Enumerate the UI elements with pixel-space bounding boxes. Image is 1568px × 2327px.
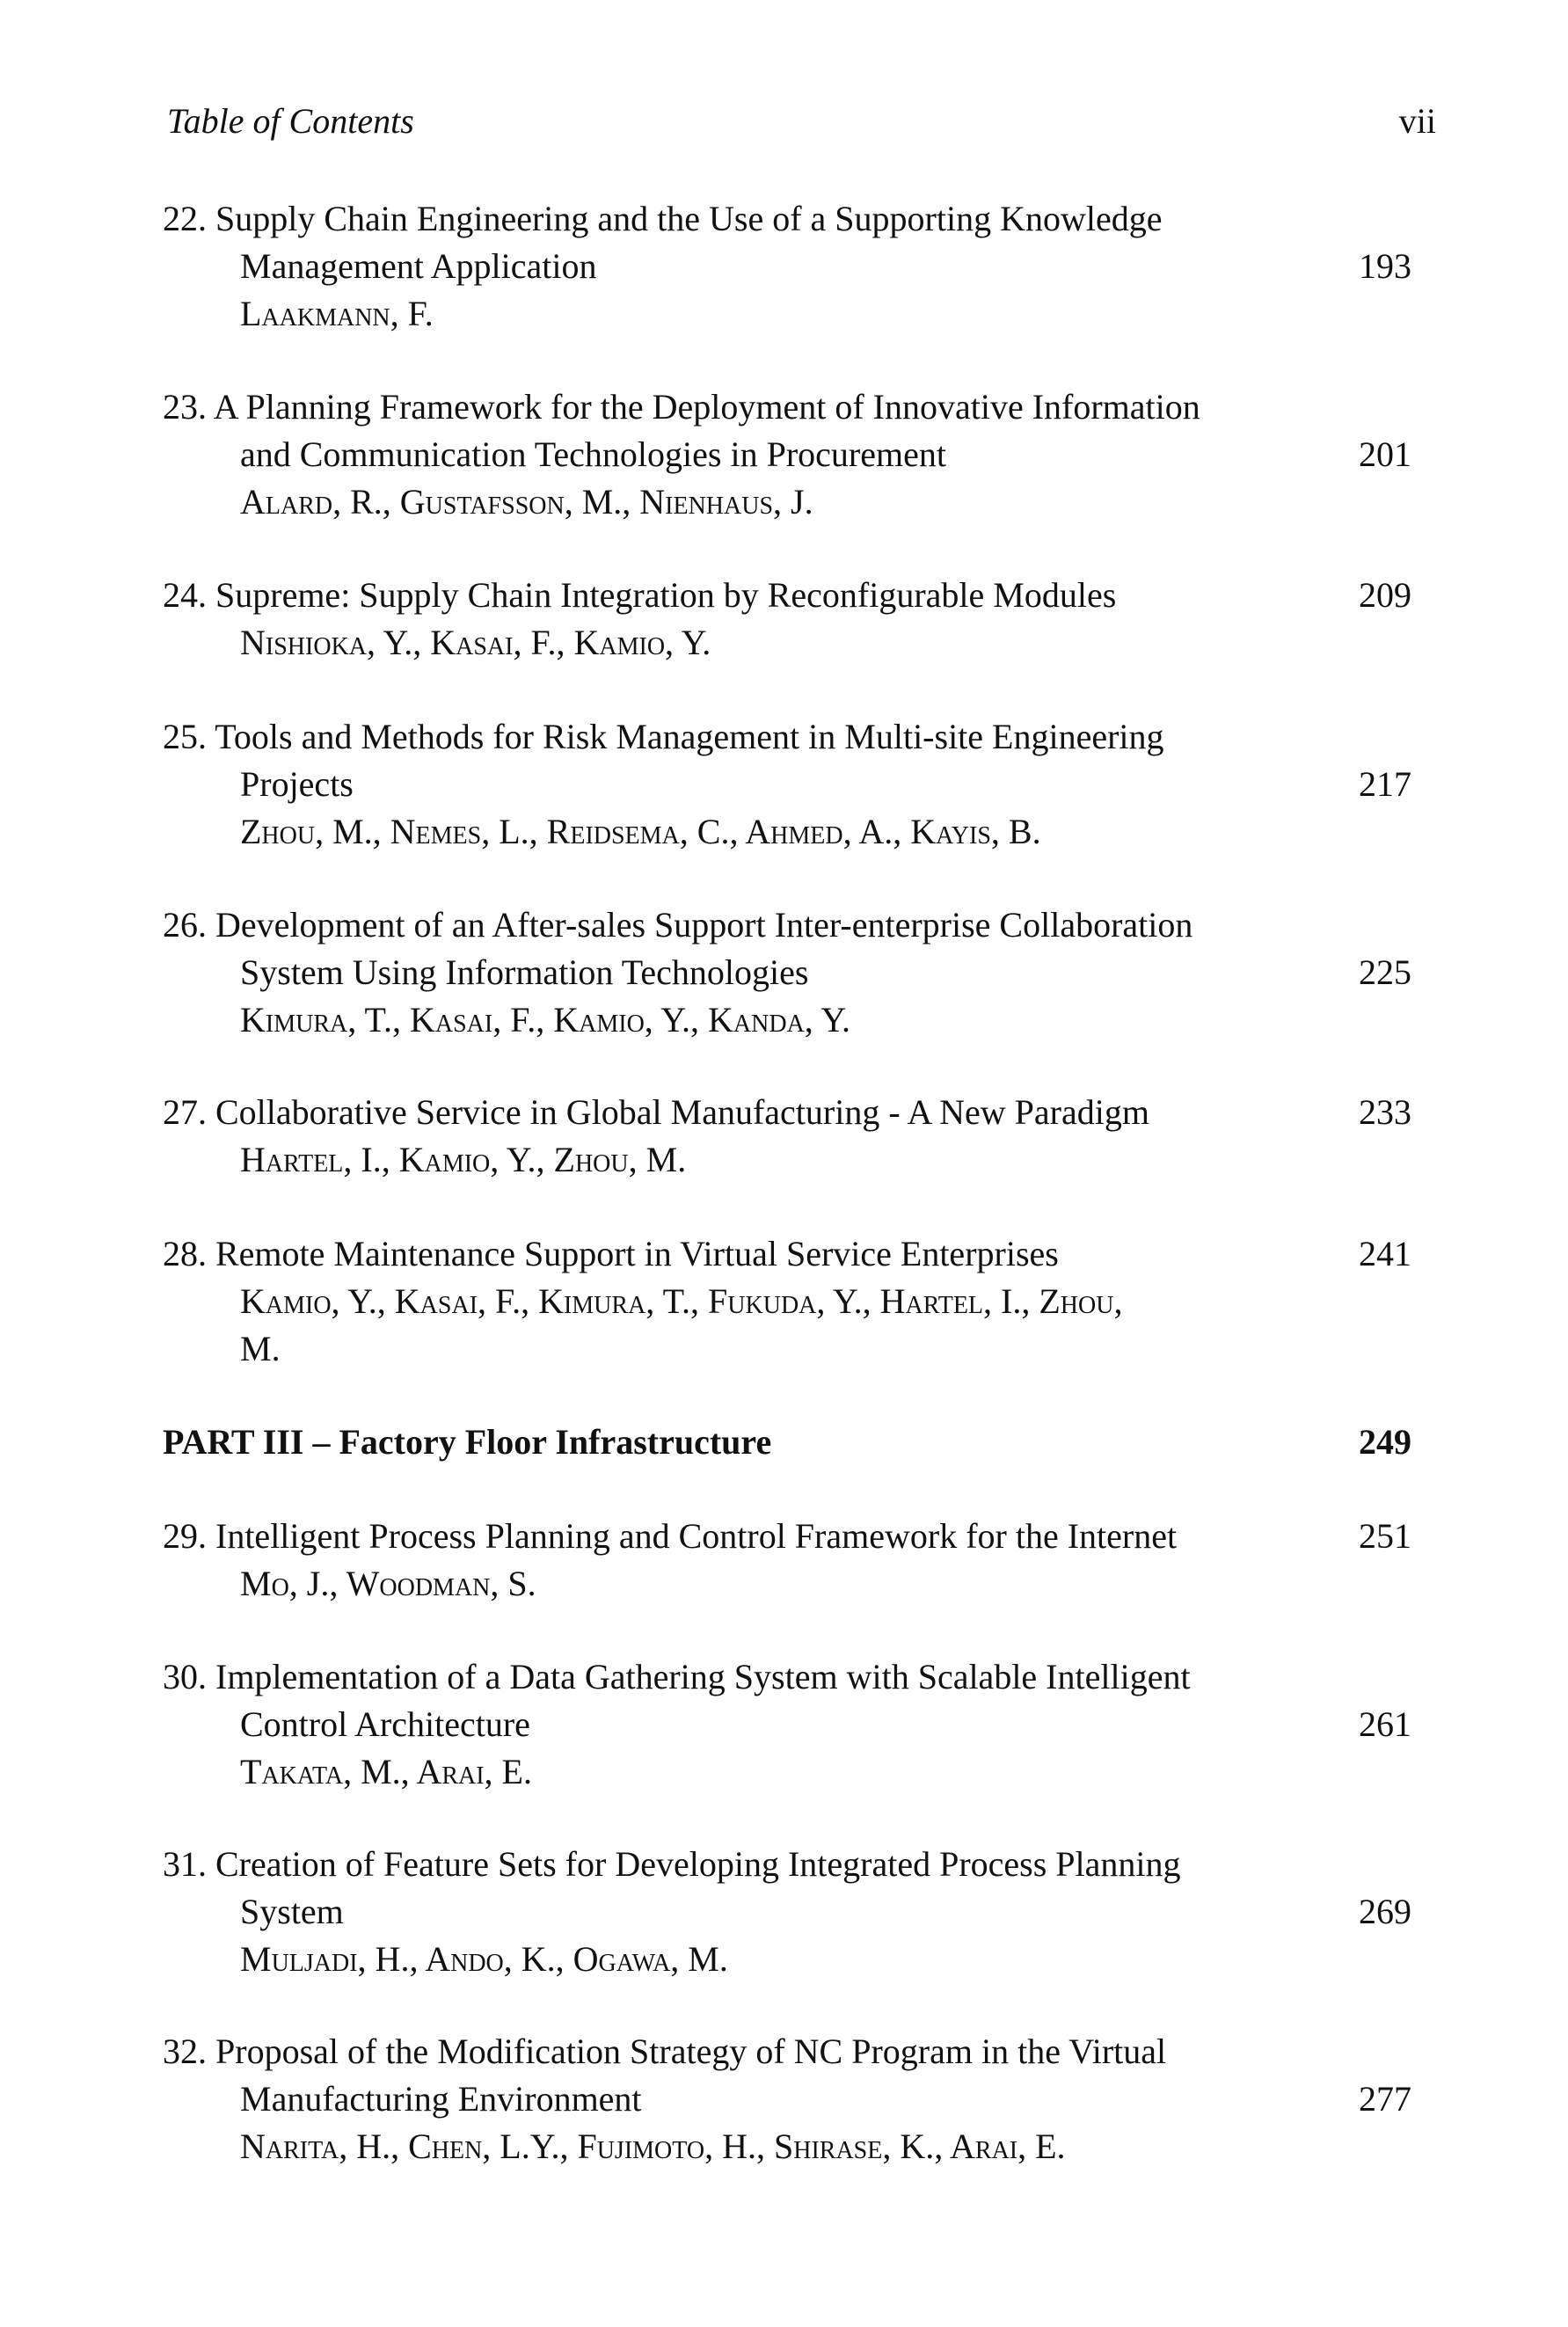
part-heading — [163, 1419, 1411, 1466]
entry-authors: Hartel, I., Kamio, Y., Zhou, M. — [240, 1140, 687, 1179]
entry-title: System Using Information Technologies — [240, 952, 809, 992]
toc-entry — [163, 2028, 1411, 2170]
entry-title: 31. Creation of Feature Sets for Developing Integrated Process Planning — [163, 1844, 1181, 1884]
entry-authors: Nishioka, Y., Kasai, F., Kamio, Y. — [240, 623, 711, 662]
entry-page-number: 261 — [1359, 1704, 1411, 1744]
entry-title-line — [163, 901, 1411, 949]
entry-title-line — [163, 243, 1411, 290]
toc-entry — [163, 1513, 1411, 1608]
entry-title: and Communication Technologies in Procurement — [240, 434, 946, 474]
entry-title: 27. Collaborative Service in Global Manufacturing - A New Paradigm — [163, 1092, 1149, 1132]
entry-page-number: 193 — [1359, 246, 1411, 286]
entry-title: 29. Intelligent Process Planning and Control Framework for the Internet — [163, 1516, 1178, 1556]
toc-entry — [163, 195, 1411, 338]
entry-title-line — [163, 2028, 1411, 2075]
entry-page-number: 217 — [1359, 764, 1411, 804]
toc-entry — [163, 383, 1411, 526]
entry-page-number: 209 — [1359, 575, 1411, 615]
entry-title: Control Architecture — [240, 1704, 530, 1744]
entry-title: 32. Proposal of the Modification Strategy of NC Program in the Virtual — [163, 2032, 1167, 2071]
entry-title: Manufacturing Environment — [240, 2079, 642, 2119]
entry-title: 22. Supply Chain Engineering and the Use of a Supporting Knowledge — [163, 199, 1163, 238]
running-header-title: Table of Contents — [167, 101, 414, 141]
toc-entry — [163, 1653, 1411, 1796]
entry-title: PART III – Factory Floor Infrastructure — [163, 1422, 772, 1462]
entry-page-number: 233 — [1359, 1092, 1411, 1132]
entry-title-line — [163, 2075, 1411, 2123]
entry-title-line — [163, 572, 1411, 619]
entry-page-number: 251 — [1359, 1516, 1411, 1556]
toc-entry — [163, 1089, 1411, 1184]
entry-title: 26. Development of an After-sales Support Inter-enterprise Collaboration — [163, 905, 1193, 945]
entry-title: 23. A Planning Framework for the Deployment of Innovative Information — [163, 387, 1200, 427]
entry-title-line — [163, 1419, 1411, 1466]
entry-page-number: 277 — [1359, 2079, 1411, 2119]
entry-title-line — [163, 195, 1411, 243]
entry-authors: Kimura, T., Kasai, F., Kamio, Y., Kanda, Y. — [240, 1000, 851, 1039]
toc-entry — [163, 1230, 1411, 1373]
entry-page-number: 201 — [1359, 434, 1411, 474]
entry-authors: Takata, M., Arai, E. — [240, 1752, 532, 1791]
entry-title-line — [163, 713, 1411, 761]
entry-page-number: 225 — [1359, 952, 1411, 992]
entry-title-line — [163, 761, 1411, 808]
page-number: vii — [1398, 101, 1436, 141]
entry-authors: Muljadi, H., Ando, K., Ogawa, M. — [240, 1939, 728, 1979]
entry-authors: Mo, J., Woodman, S. — [240, 1564, 536, 1603]
entry-title: System — [240, 1892, 344, 1931]
entry-page-number: 249 — [1359, 1422, 1411, 1462]
entry-title: 25. Tools and Methods for Risk Management in Multi-site Engineering — [163, 717, 1164, 756]
entry-title-line — [163, 1841, 1411, 1888]
entry-title-line — [163, 949, 1411, 996]
entry-authors: Narita, H., Chen, L.Y., Fujimoto, H., Shirase, K., Arai, E. — [240, 2126, 1066, 2166]
toc-entry — [163, 572, 1411, 667]
entry-page-number: 269 — [1359, 1892, 1411, 1931]
entry-title: 28. Remote Maintenance Support in Virtual Service Enterprises — [163, 1234, 1059, 1273]
entry-title: Projects — [240, 764, 354, 804]
entry-title-line — [163, 1089, 1411, 1136]
entry-authors: Laakmann, F. — [240, 294, 434, 333]
entry-authors: Alard, R., Gustafsson, M., Nienhaus, J. — [240, 482, 813, 522]
entry-title: 30. Implementation of a Data Gathering System with Scalable Intelligent — [163, 1657, 1191, 1696]
toc-entry — [163, 1841, 1411, 1983]
entry-title-line — [163, 431, 1411, 478]
entry-title-line — [163, 1653, 1411, 1701]
toc-entry — [163, 901, 1411, 1044]
toc-entry — [163, 713, 1411, 856]
entry-page-number: 241 — [1359, 1234, 1411, 1273]
entry-title: 24. Supreme: Supply Chain Integration by Reconfigurable Modules — [163, 575, 1117, 615]
entry-title-line — [163, 1701, 1411, 1748]
entry-authors: M. — [240, 1329, 281, 1368]
entry-authors: Zhou, M., Nemes, L., Reidsema, C., Ahmed, A., Kayis, B. — [240, 812, 1041, 851]
entry-title-line — [163, 1888, 1411, 1936]
entry-authors: Kamio, Y., Kasai, F., Kimura, T., Fukuda, Y., Hartel, I., Zhou, — [240, 1281, 1123, 1321]
entry-title-line — [163, 1513, 1411, 1560]
entry-title-line — [163, 1230, 1411, 1278]
entry-title: Management Application — [240, 246, 597, 286]
entry-title-line — [163, 383, 1411, 431]
